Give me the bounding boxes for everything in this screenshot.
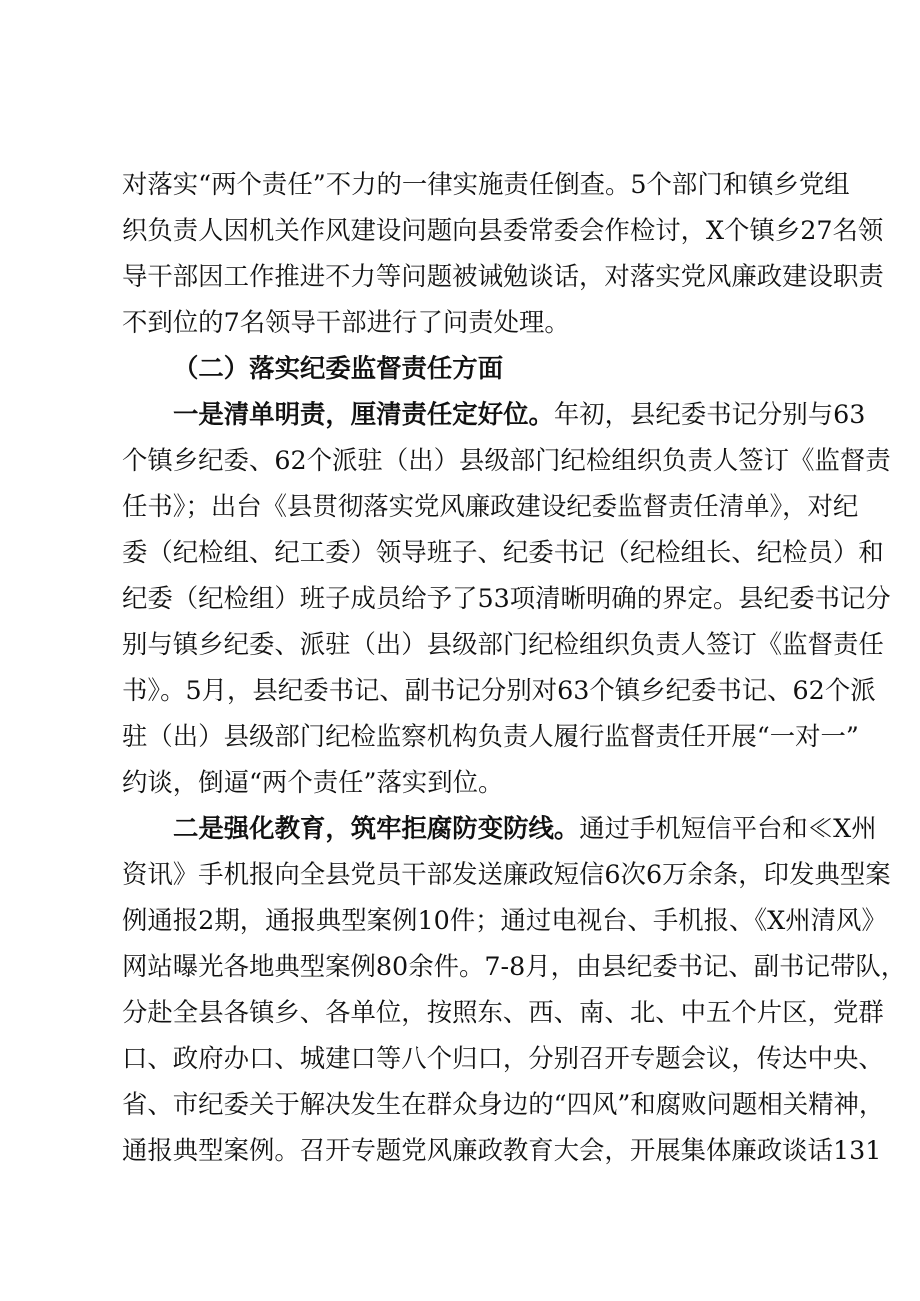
section-heading: （二）落实纪委监督责任方面 bbox=[173, 353, 504, 383]
paragraph-first-line bbox=[173, 391, 866, 437]
paragraph-line: 对落实“两个责任”不力的一律实施责任倒查。5个部门和镇乡党组 bbox=[122, 169, 850, 199]
paragraph-line: 别与镇乡纪委、派驻（出）县级部门纪检组织负责人签订《监督责任 bbox=[122, 629, 884, 659]
paragraph-line: 分赴全县各镇乡、各单位，按照东、西、南、北、中五个片区，党群 bbox=[122, 997, 884, 1027]
paragraph-line: 不到位的7名领导干部进行了问责处理。 bbox=[122, 307, 570, 337]
paragraph-line: 口、政府办口、城建口等八个归口，分别召开专题会议，传达中央、 bbox=[122, 1043, 884, 1073]
paragraph-line: 纪委（纪检组）班子成员给予了53项清晰明确的界定。县纪委书记分 bbox=[122, 583, 891, 613]
paragraph-line: 驻（出）县级部门纪检监察机构负责人履行监督责任开展“一对一” bbox=[122, 721, 859, 751]
paragraph-lead: 二是强化教育，筑牢拒腐防变防线。 bbox=[173, 813, 580, 843]
paragraph-line: 省、市纪委关于解决发生在群众身边的“四风”和腐败问题相关精神， bbox=[122, 1089, 885, 1119]
paragraph-lead: 一是清单明责，厘清责任定好位。 bbox=[173, 399, 554, 429]
paragraph-text: 通过手机短信平台和≪X州 bbox=[579, 813, 877, 843]
paragraph-line: 例通报2期，通报典型案例10件；通过电视台、手机报、《X州清风》 bbox=[122, 905, 887, 935]
paragraph-line: 网站曝光各地典型案例80余件。7-8月，由县纪委书记、副书记带队， bbox=[122, 951, 907, 981]
paragraph-line: 织负责人因机关作风建设问题向县委常委会作检讨，X个镇乡27名领 bbox=[122, 215, 884, 245]
paragraph-line: 资讯》手机报向全县党员干部发送廉政短信6次6万余条，印发典型案 bbox=[122, 859, 891, 889]
paragraph-text: 年初，县纪委书记分别与63 bbox=[553, 399, 866, 429]
paragraph-line: 个镇乡纪委、62个派驻（出）县级部门纪检组织负责人签订《监督责 bbox=[122, 445, 891, 475]
paragraph-line: 约谈，倒逼“两个责任”落实到位。 bbox=[122, 767, 504, 797]
paragraph-first-line bbox=[173, 805, 877, 851]
paragraph-line: 任书》；出台《县贯彻落实党风廉政建设纪委监督责任清单》，对纪 bbox=[122, 491, 859, 521]
paragraph-line: 导干部因工作推进不力等问题被诫勉谈话，对落实党风廉政建设职责 bbox=[122, 261, 884, 291]
paragraph-line: 通报典型案例。召开专题党风廉政教育大会，开展集体廉政谈话131 bbox=[122, 1135, 882, 1165]
paragraph-line: 委（纪检组、纪工委）领导班子、纪委书记（纪检组长、纪检员）和 bbox=[122, 537, 884, 567]
paragraph-line: 书》。5月，县纪委书记、副书记分别对63个镇乡纪委书记、62个派 bbox=[122, 675, 876, 705]
